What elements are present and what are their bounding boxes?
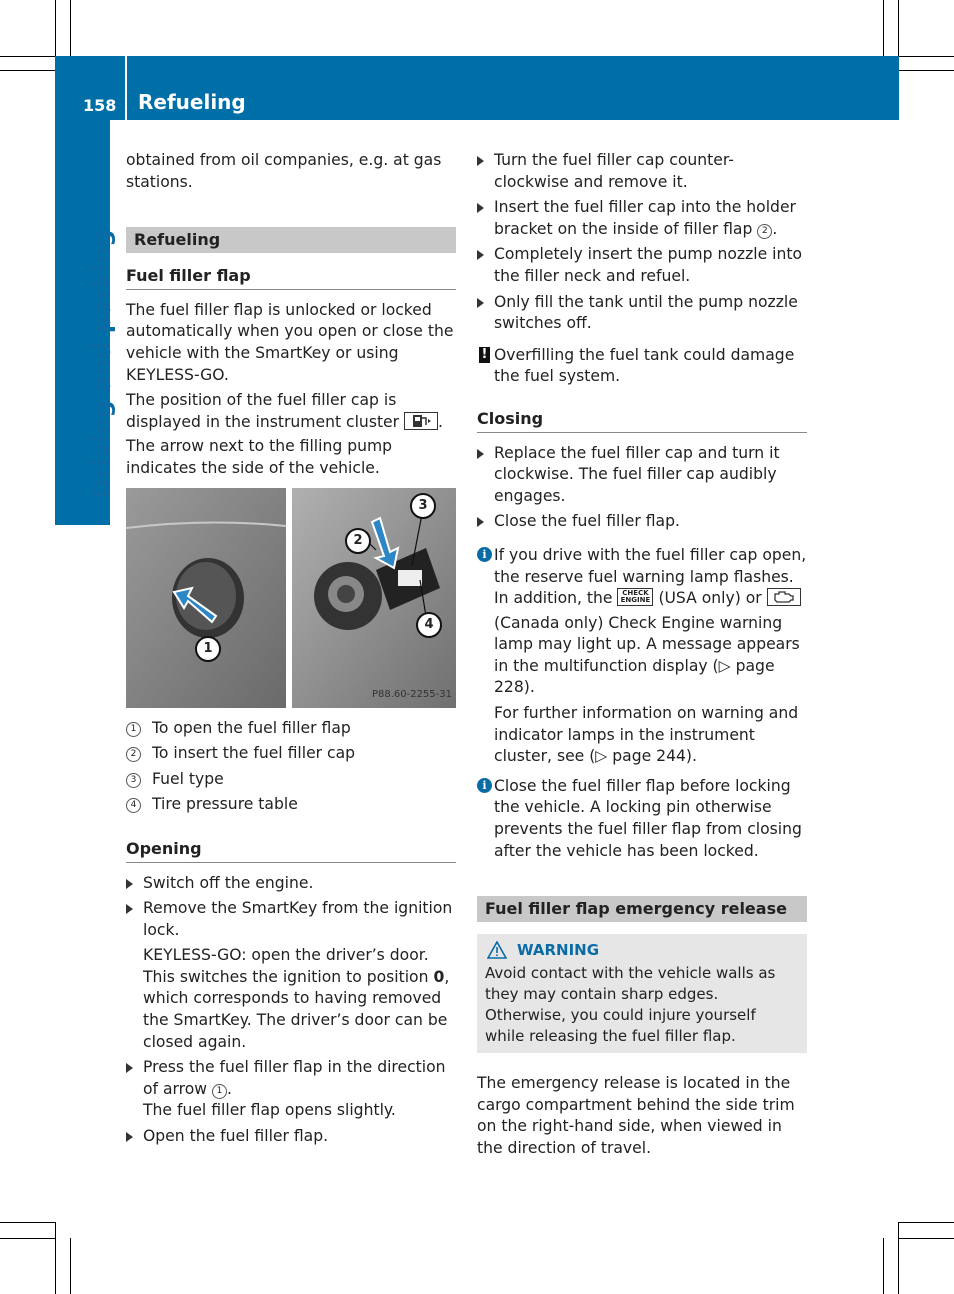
opening-step-4: Open the fuel filler flap. [126, 1126, 456, 1148]
callout-4: 4 [416, 612, 442, 638]
arrow-bullet-icon [477, 250, 484, 260]
crop-mark [899, 70, 954, 71]
crop-mark [883, 1238, 884, 1294]
heading-opening: Opening [126, 838, 456, 863]
heading-closing: Closing [477, 408, 807, 433]
arrow-bullet-icon [126, 879, 133, 889]
crop-mark [899, 1238, 954, 1239]
image-code: P88.60-2255-31 [371, 688, 452, 700]
arrow-bullet-icon [126, 1063, 133, 1073]
opening-step-2: Remove the SmartKey from the ignition lock. [126, 898, 456, 941]
fuel-flap-paragraph-1: The fuel filler flap is unlocked or locked automatically when you open or close the vehicle with the SmartKey or using KEYLESS-GO. [126, 300, 454, 384]
warning-box [477, 934, 807, 1053]
info-icon: i [477, 778, 492, 793]
right-column [477, 150, 807, 1164]
callout-3: 3 [410, 493, 436, 519]
page-title: Refueling [138, 90, 246, 114]
crop-mark [70, 1238, 71, 1294]
crop-mark [55, 1222, 56, 1294]
info-note-1: i If you drive with the fuel filler cap open, the reserve fuel warning lamp flashes. In addition, the CHECK ENGINE (USA only) or (Canada only) Check Engine warning lamp may light up. A message appears in the multifunction display (▷ page 228). [477, 545, 807, 699]
emergency-release-text: The emergency release is located in the cargo compartment behind the side trim on the right-hand side, when viewed in the direction of travel. [477, 1074, 795, 1157]
refuel-step-2: Insert the fuel filler cap into the holder bracket on the inside of filler flap 2 . [477, 197, 807, 240]
fuel-flap-paragraph-2: The position of the fuel filler cap is displayed in the instrument cluster . The arrow next to the filling pump indicates the side of the vehicle. [126, 391, 443, 477]
crop-mark [55, 0, 56, 56]
callout-1: 1 [195, 636, 221, 662]
left-column [126, 150, 456, 1152]
arrow-bullet-icon [126, 1132, 133, 1142]
arrow-bullet-icon [477, 298, 484, 308]
caution-note: ! Overfilling the fuel tank could damage the fuel system. [477, 345, 807, 388]
arrow-bullet-icon [477, 449, 484, 459]
arrow-bullet-icon [477, 156, 484, 166]
fuel-pump-icon [404, 412, 438, 437]
callout-2: 2 [345, 528, 371, 554]
crop-mark [0, 1238, 55, 1239]
crop-mark [0, 56, 55, 57]
legend-item: 1 To open the fuel filler flap [126, 718, 456, 740]
info-note-1-more: For further information on warning and indicator lamps in the instrument cluster, see (▷ page 244). [494, 704, 799, 766]
crop-mark [0, 70, 55, 71]
opening-step-2-detail: KEYLESS-GO: open the driver’s door. This switches the ignition to position 0, which corresponds to having removed the SmartKey. The driver’s door can be closed again. [143, 946, 450, 1051]
section-title-refueling: Refueling [126, 227, 456, 253]
info-icon: i [477, 547, 492, 562]
crop-mark [898, 0, 899, 56]
crop-mark [0, 1222, 55, 1223]
legend-item: 3 Fuel type [126, 769, 456, 791]
crop-mark [883, 0, 884, 56]
warning-triangle-icon [487, 941, 507, 959]
refuel-step-4: Only fill the tank until the pump nozzle switches off. [477, 292, 807, 335]
engine-icon [767, 588, 801, 613]
heading-fuel-filler-flap: Fuel filler flap [126, 265, 456, 290]
chapter-label: Driving and parking [88, 229, 116, 499]
arrow-bullet-icon [477, 203, 484, 213]
info-note-2: i Close the fuel filler flap before locking the vehicle. A locking pin otherwise prevents the fuel filler flap from closing after the vehicle has been locked. [477, 776, 807, 862]
opening-step-3-result: The fuel filler flap opens slightly. [143, 1101, 396, 1120]
crop-mark [899, 1222, 954, 1223]
page-number: 158 [83, 96, 117, 115]
crop-mark [70, 0, 71, 56]
closing-step-2: Close the fuel filler flap. [477, 511, 807, 533]
opening-step-1: Switch off the engine. [126, 873, 456, 895]
arrow-bullet-icon [126, 904, 133, 914]
legend-item: 2 To insert the fuel filler cap [126, 743, 456, 765]
closing-step-1: Replace the fuel filler cap and turn it clockwise. The fuel filler cap audibly engages. [477, 443, 807, 508]
arrow-bullet-icon [477, 517, 484, 527]
header-divider [125, 56, 127, 120]
crop-mark [899, 56, 954, 57]
warning-title: WARNING [485, 940, 799, 961]
intro-text: obtained from oil companies, e.g. at gas stations. [126, 151, 442, 191]
crop-mark [898, 1222, 899, 1294]
legend-item: 4 Tire pressure table [126, 794, 456, 816]
opening-step-3: Press the fuel filler flap in the direction of arrow 1 . The fuel filler flap opens slightly. [126, 1057, 456, 1122]
fuel-flap-illustration [126, 488, 456, 708]
caution-icon: ! [479, 347, 490, 363]
warning-text: Avoid contact with the vehicle walls as they may contain sharp edges. Otherwise, you could injure yourself while releasing the fuel filler flap. [485, 964, 776, 1046]
section-title-emergency-release: Fuel filler flap emergency release [477, 896, 807, 922]
refuel-step-3: Completely insert the pump nozzle into the filler neck and refuel. [477, 244, 807, 287]
check-engine-icon: CHECK ENGINE [617, 588, 653, 606]
refuel-step-1: Turn the fuel filler cap counter-clockwise and remove it. [477, 150, 807, 193]
